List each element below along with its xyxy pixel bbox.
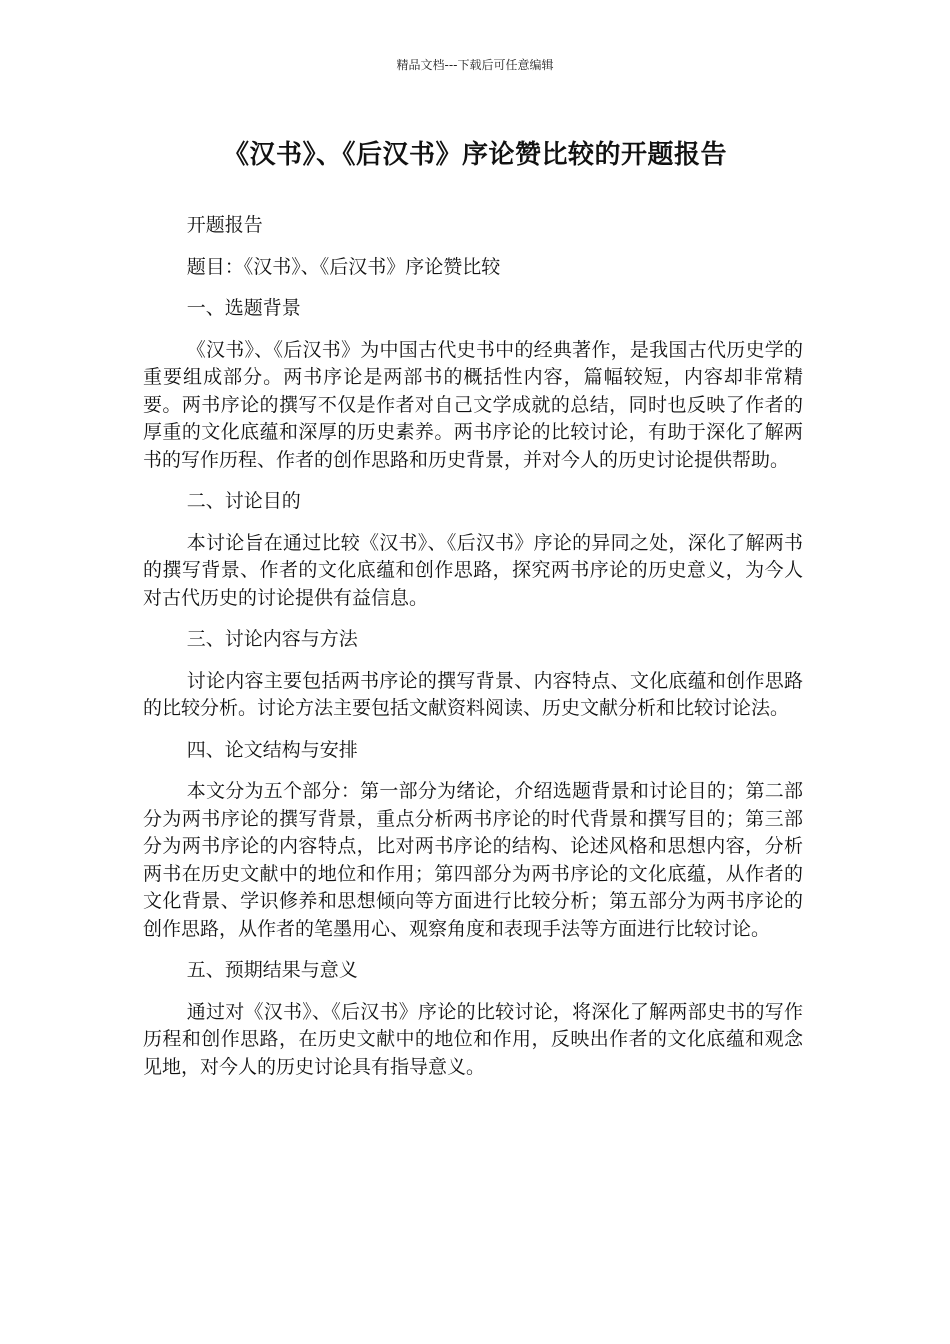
document-title: 《汉书》、《后汉书》序论赞比较的开题报告 <box>222 140 727 170</box>
section-heading: 一、选题背景 <box>186 297 301 319</box>
section-heading: 二、讨论目的 <box>186 490 301 512</box>
section-paragraph: 本文分为五个部分：第一部分为绪论，介绍选题背景和讨论目的；第二部分为两书序论的撰写背景，重点分析两书序论的时代背景和撰写目的；第三部分为两书序论的内容特点，比对两书序论的结构、论述风格和思想内容，分析两书在历史文献中的地位和作用；第四部分为两书序论的文化底蕴，从作者的文化背景、学识修养和思想倾向等方面进行比较分析；第五部分为两书序论的创作思路，从作者的笔墨用心、观察角度和表现手法等方面进行比较讨论。 <box>143 780 803 940</box>
header-note: 精品文档---下载后可任意编辑 <box>396 58 554 72</box>
section-paragraph: 讨论内容主要包括两书序论的撰写背景、内容特点、文化底蕴和创作思路的比较分析。讨论方法主要包括文献资料阅读、历史文献分析和比较讨论法。 <box>143 669 803 719</box>
section-heading: 三、讨论内容与方法 <box>186 628 358 650</box>
topic-line: 题目：《汉书》、《后汉书》序论赞比较 <box>186 255 501 278</box>
section-heading: 四、论文结构与安排 <box>186 738 358 761</box>
report-label: 开题报告 <box>186 214 263 236</box>
section-heading: 五、预期结果与意义 <box>186 959 358 981</box>
section-paragraph: 本讨论旨在通过比较《汉书》、《后汉书》序论的异同之处，深化了解两书的撰写背景、作者的文化底蕴和创作思路，探究两书序论的历史意义，为今人对古代历史的讨论提供有益信息。 <box>143 531 803 609</box>
section-paragraph: 《汉书》、《后汉书》为中国古代史书中的经典著作，是我国古代历史学的重要组成部分。两书序论是两部书的概括性内容，篇幅较短，内容却非常精要。两书序论的撰写不仅是作者对自己文学成就的总结，同时也反映了作者的厚重的文化底蕴和深厚的历史素养。两书序论的比较讨论，有助于深化了解两书的写作历程、作者的创作思路和历史背景，并对今人的历史讨论提供帮助。 <box>143 338 803 471</box>
document-body <box>143 212 803 1095</box>
section-paragraph: 通过对《汉书》、《后汉书》序论的比较讨论，将深化了解两部史书的写作历程和创作思路，在历史文献中的地位和作用，反映出作者的文化底蕴和观念见地，对今人的历史讨论具有指导意义。 <box>143 1000 803 1078</box>
